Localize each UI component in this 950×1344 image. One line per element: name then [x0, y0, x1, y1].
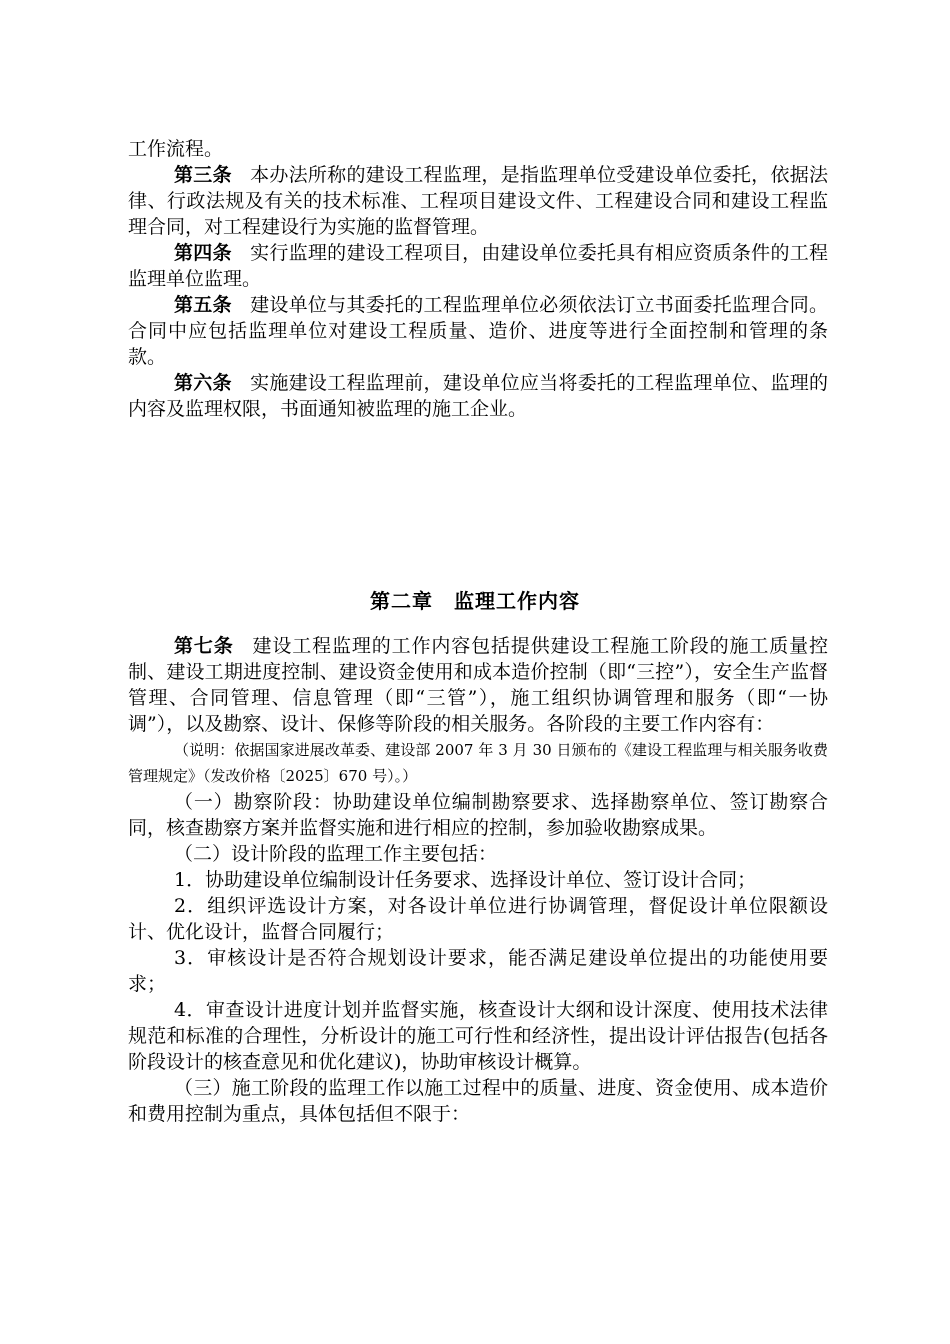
article-7: [128, 633, 828, 737]
article-5-text: 建设单位与其委托的工程监理单位必须依法订立书面委托监理合同。合同中应包括监理单位对建设工程质量、造价、进度等进行全面控制和管理的条款。: [128, 294, 828, 368]
article-4-label: 第四条: [174, 242, 232, 264]
intro-section: [128, 136, 828, 422]
chapter-body: [128, 633, 828, 1127]
continuation-line: 工作流程。: [128, 138, 224, 160]
design-item-1: 1．协助建设单位编制设计任务要求、选择设计单位、签订设计合同；: [174, 869, 757, 891]
article-5: [128, 292, 828, 370]
article-7-text: 建设工程监理的工作内容包括提供建设工程施工阶段的施工质量控制、建设工期进度控制、建设资金使用和成本造价控制（即“三控”），安全生产监督管理、合同管理、信息管理（即“三管”），施工组织协调管理和服务（即“一协调”），以及勘察、设计、保修等阶段的相关服务。各阶段的主要工作内容有：: [128, 635, 828, 735]
article-6: [128, 370, 828, 422]
design-item-3: 3．审核设计是否符合规划设计要求，能否满足建设单位提出的功能使用要求；: [128, 947, 828, 995]
explanatory-note: （说明：依据国家进展改革委、建设部 2007 年 3 月 30 日颁布的《建设工程监理与相关服务收费管理规定》（发改价格〔2025〕670 号）。）: [128, 741, 828, 785]
article-7-label: 第七条: [174, 635, 234, 657]
survey-stage: （一）勘察阶段：协助建设单位编制勘察要求、选择勘察单位、签订勘察合同，核查勘察方案并监督实施和进行相应的控制，参加验收勘察成果。: [128, 791, 828, 839]
article-5-label: 第五条: [174, 294, 232, 316]
article-3-label: 第三条: [174, 164, 232, 186]
article-6-text: 实施建设工程监理前，建设单位应当将委托的工程监理单位、监理的内容及监理权限，书面通知被监理的施工企业。: [128, 372, 828, 420]
design-item-4: 4．审查设计进度计划并监督实施，核查设计大纲和设计深度、使用技术法律规范和标准的合理性，分析设计的施工可行性和经济性，提出设计评估报告(包括各阶段设计的核查意见和优化建议)，协助审核设计概算。: [128, 999, 828, 1073]
design-item-2: 2．组织评选设计方案，对各设计单位进行协调管理，督促设计单位限额设计、优化设计，监督合同履行；: [128, 895, 828, 943]
article-6-label: 第六条: [174, 372, 232, 394]
design-stage-intro: （二）设计阶段的监理工作主要包括：: [174, 843, 498, 865]
article-4: [128, 240, 828, 292]
article-3-text: 本办法所称的建设工程监理，是指监理单位受建设单位委托，依据法律、行政法规及有关的技术标准、工程项目建设文件、工程建设合同和建设工程监理合同，对工程建设行为实施的监督管理。: [128, 164, 828, 238]
chapter-title: 第二章 监理工作内容: [370, 589, 580, 613]
construction-stage-intro: （三）施工阶段的监理工作以施工过程中的质量、进度、资金使用、成本造价和费用控制为重点，具体包括但不限于：: [128, 1077, 828, 1125]
article-4-text: 实行监理的建设工程项目，由建设单位委托具有相应资质条件的工程监理单位监理。: [128, 242, 828, 290]
article-3: [128, 162, 828, 240]
